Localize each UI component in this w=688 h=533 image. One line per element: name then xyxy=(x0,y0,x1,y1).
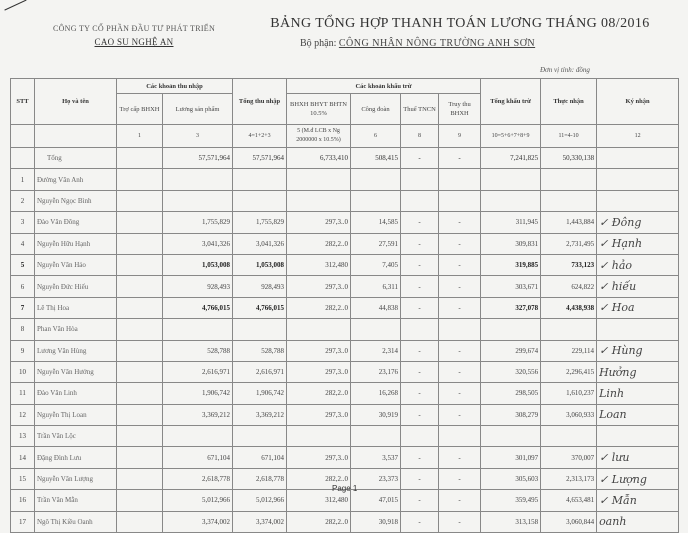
column-number-11: 12 xyxy=(597,125,679,148)
column-number-5: 5 (M.đ LCB x Ng 2000000 x 10.5%) xyxy=(287,125,351,148)
row-signature: ✓ Mẫn xyxy=(597,490,679,511)
row-name: Lương Văn Hùng xyxy=(35,340,117,361)
row-bhxh-support xyxy=(117,383,163,404)
row-pit: - xyxy=(401,511,439,532)
total-insurance: 6,733,410 xyxy=(287,148,351,169)
row-net xyxy=(541,169,597,190)
row-stt: 17 xyxy=(11,511,35,532)
row-total-deduct: 308,279 xyxy=(481,404,541,425)
row-total-deduct: 303,671 xyxy=(481,276,541,297)
row-product-wage xyxy=(163,190,233,211)
row-product-wage: 3,369,212 xyxy=(163,404,233,425)
total-income: 57,571,964 xyxy=(233,148,287,169)
total-union: 508,415 xyxy=(351,148,401,169)
row-name: Phan Văn Hòa xyxy=(35,319,117,340)
header-pit: Thuế TNCN xyxy=(401,94,439,125)
table-row xyxy=(11,169,679,190)
header-name: Họ và tên xyxy=(35,79,117,125)
row-name: Lê Thị Hoa xyxy=(35,297,117,318)
row-total-income: 3,374,002 xyxy=(233,511,287,532)
row-signature: ✓ Hạnh xyxy=(597,233,679,254)
row-pit: - xyxy=(401,212,439,233)
row-insurance: 297,3..0 xyxy=(287,361,351,382)
row-total-deduct: 313,158 xyxy=(481,511,541,532)
header-income-group: Các khoản thu nhập xyxy=(117,79,233,94)
row-total-income: 1,053,008 xyxy=(233,254,287,275)
row-union: 3,537 xyxy=(351,447,401,468)
row-collect: - xyxy=(439,254,481,275)
row-signature: ✓ Hùng xyxy=(597,340,679,361)
payroll-body xyxy=(11,148,679,533)
row-collect: - xyxy=(439,340,481,361)
row-name: Đường Văn Anh xyxy=(35,169,117,190)
row-insurance: 297,3..0 xyxy=(287,447,351,468)
row-name: Đào Văn Linh xyxy=(35,383,117,404)
header-deductions-group: Các khoản khấu trừ xyxy=(287,79,481,94)
row-bhxh-support xyxy=(117,212,163,233)
row-total-income: 928,493 xyxy=(233,276,287,297)
table-row xyxy=(11,447,679,468)
row-insurance xyxy=(287,169,351,190)
row-product-wage: 4,766,015 xyxy=(163,297,233,318)
header-bhxh-collect: Truy thu BHXH xyxy=(439,94,481,125)
row-insurance: 282,2..0 xyxy=(287,383,351,404)
row-signature: ✓ hảo xyxy=(597,254,679,275)
header-sign: Ký nhận xyxy=(597,79,679,125)
row-bhxh-support xyxy=(117,276,163,297)
row-pit: - xyxy=(401,490,439,511)
row-total-income: 1,755,829 xyxy=(233,212,287,233)
row-total-deduct: 298,505 xyxy=(481,383,541,404)
document-title: BẢNG TỔNG HỢP THANH TOÁN LƯƠNG THÁNG 08/2016 xyxy=(270,16,650,31)
header-bhxh-support: Trợ cấp BHXH xyxy=(117,94,163,125)
row-product-wage: 1,755,829 xyxy=(163,212,233,233)
row-union: 23,373 xyxy=(351,468,401,489)
row-name: Đào Văn Đông xyxy=(35,212,117,233)
row-net: 370,007 xyxy=(541,447,597,468)
row-total-deduct: 327,078 xyxy=(481,297,541,318)
row-total-income: 2,616,971 xyxy=(233,361,287,382)
row-net: 229,114 xyxy=(541,340,597,361)
row-collect: - xyxy=(439,404,481,425)
total-pit: - xyxy=(401,148,439,169)
row-total-deduct xyxy=(481,169,541,190)
row-net xyxy=(541,426,597,447)
row-union: 2,314 xyxy=(351,340,401,361)
row-name: Nguyễn Văn Lượng xyxy=(35,468,117,489)
row-total-income: 528,788 xyxy=(233,340,287,361)
row-net: 733,123 xyxy=(541,254,597,275)
row-name: Nguyễn Văn Hảo xyxy=(35,254,117,275)
row-insurance: 282,2..0 xyxy=(287,468,351,489)
total-sign xyxy=(597,148,679,169)
column-number-2: 1 xyxy=(117,125,163,148)
row-signature xyxy=(597,319,679,340)
row-stt: 13 xyxy=(11,426,35,447)
row-insurance: 312,480 xyxy=(287,490,351,511)
total-stt xyxy=(11,148,35,169)
row-union: 47,015 xyxy=(351,490,401,511)
row-insurance: 297,3..0 xyxy=(287,404,351,425)
row-net: 3,060,933 xyxy=(541,404,597,425)
row-signature: ✓ Lượng xyxy=(597,468,679,489)
total-deduct: 7,241,825 xyxy=(481,148,541,169)
company-line-2: CAO SU NGHỆ AN xyxy=(94,37,174,47)
row-stt: 9 xyxy=(11,340,35,361)
header-total-deduct: Tổng khấu trừ xyxy=(481,79,541,125)
row-stt: 6 xyxy=(11,276,35,297)
row-collect xyxy=(439,426,481,447)
row-union xyxy=(351,169,401,190)
table-row xyxy=(11,233,679,254)
row-collect: - xyxy=(439,233,481,254)
row-total-income: 3,369,212 xyxy=(233,404,287,425)
row-stt: 7 xyxy=(11,297,35,318)
row-pit: - xyxy=(401,383,439,404)
row-net: 3,060,844 xyxy=(541,511,597,532)
row-union: 30,918 xyxy=(351,511,401,532)
row-stt: 11 xyxy=(11,383,35,404)
table-row xyxy=(11,340,679,361)
table-row xyxy=(11,361,679,382)
row-stt: 14 xyxy=(11,447,35,468)
header-insurance: BHXH BHYT BHTN 10.5% xyxy=(287,94,351,125)
company-name xyxy=(34,24,234,47)
row-union: 44,838 xyxy=(351,297,401,318)
row-insurance: 282,2..0 xyxy=(287,297,351,318)
row-insurance: 297,3..0 xyxy=(287,212,351,233)
row-name: Nguyễn Đức Hiếu xyxy=(35,276,117,297)
row-name: Đặng Đình Lưu xyxy=(35,447,117,468)
row-name: Ngô Thị Kiều Oanh xyxy=(35,511,117,532)
row-stt: 3 xyxy=(11,212,35,233)
row-signature: ✓ Hoa xyxy=(597,297,679,318)
row-pit: - xyxy=(401,340,439,361)
row-bhxh-support xyxy=(117,319,163,340)
column-number-row xyxy=(11,125,679,148)
row-total-deduct: 309,831 xyxy=(481,233,541,254)
row-pit: - xyxy=(401,297,439,318)
row-stt: 2 xyxy=(11,190,35,211)
row-insurance xyxy=(287,319,351,340)
row-net: 1,610,237 xyxy=(541,383,597,404)
table-row xyxy=(11,426,679,447)
row-insurance: 282,2..0 xyxy=(287,233,351,254)
row-net xyxy=(541,319,597,340)
row-net: 2,731,495 xyxy=(541,233,597,254)
total-label: Tổng xyxy=(35,148,117,169)
row-name: Nguyễn Ngọc Bình xyxy=(35,190,117,211)
row-signature: Linh xyxy=(597,383,679,404)
department-value: CÔNG NHÂN NÔNG TRƯỜNG ANH SƠN xyxy=(338,38,536,49)
row-bhxh-support xyxy=(117,233,163,254)
row-bhxh-support xyxy=(117,190,163,211)
row-signature: ✓ hiếu xyxy=(597,276,679,297)
row-union: 23,176 xyxy=(351,361,401,382)
row-pit xyxy=(401,169,439,190)
row-insurance xyxy=(287,426,351,447)
row-total-deduct: 301,097 xyxy=(481,447,541,468)
row-stt: 1 xyxy=(11,169,35,190)
row-signature xyxy=(597,190,679,211)
unit-note: Đơn vị tính: đồng xyxy=(540,66,590,74)
row-pit: - xyxy=(401,276,439,297)
row-total-income: 2,618,778 xyxy=(233,468,287,489)
row-union: 16,268 xyxy=(351,383,401,404)
row-insurance: 312,480 xyxy=(287,254,351,275)
row-product-wage xyxy=(163,169,233,190)
row-product-wage: 528,788 xyxy=(163,340,233,361)
row-union xyxy=(351,190,401,211)
column-number-8: 9 xyxy=(439,125,481,148)
row-bhxh-support xyxy=(117,297,163,318)
row-net: 1,443,884 xyxy=(541,212,597,233)
row-collect: - xyxy=(439,490,481,511)
row-total-income: 671,104 xyxy=(233,447,287,468)
row-pit: - xyxy=(401,447,439,468)
table-row xyxy=(11,254,679,275)
row-insurance: 282,2..0 xyxy=(287,511,351,532)
row-signature: oanh xyxy=(597,511,679,532)
row-stt: 4 xyxy=(11,233,35,254)
department-line xyxy=(300,38,535,49)
row-product-wage: 3,041,326 xyxy=(163,233,233,254)
row-bhxh-support xyxy=(117,426,163,447)
row-signature: ✓ Đông xyxy=(597,212,679,233)
column-number-10: 11=4-10 xyxy=(541,125,597,148)
header-stt: STT xyxy=(11,79,35,125)
row-union: 7,405 xyxy=(351,254,401,275)
row-product-wage: 1,906,742 xyxy=(163,383,233,404)
row-collect: - xyxy=(439,361,481,382)
row-name: Trần Văn Lộc xyxy=(35,426,117,447)
row-total-income: 5,012,966 xyxy=(233,490,287,511)
row-collect: - xyxy=(439,212,481,233)
table-row xyxy=(11,212,679,233)
row-collect: - xyxy=(439,297,481,318)
header-product-wage: Lương sản phẩm xyxy=(163,94,233,125)
payroll-table xyxy=(10,78,679,533)
row-stt: 5 xyxy=(11,254,35,275)
row-name: Nguyễn Thị Loan xyxy=(35,404,117,425)
row-product-wage: 3,374,002 xyxy=(163,511,233,532)
row-total-deduct xyxy=(481,426,541,447)
row-product-wage: 5,012,966 xyxy=(163,490,233,511)
row-total-deduct: 320,556 xyxy=(481,361,541,382)
total-row xyxy=(11,148,679,169)
row-signature: Hưởng xyxy=(597,361,679,382)
row-product-wage xyxy=(163,426,233,447)
column-number-4: 4=1+2+3 xyxy=(233,125,287,148)
row-pit xyxy=(401,426,439,447)
row-bhxh-support xyxy=(117,169,163,190)
row-signature xyxy=(597,169,679,190)
column-number-1 xyxy=(35,125,117,148)
row-total-income: 3,041,326 xyxy=(233,233,287,254)
row-net: 4,438,938 xyxy=(541,297,597,318)
row-stt: 10 xyxy=(11,361,35,382)
row-product-wage: 671,104 xyxy=(163,447,233,468)
department-label: Bộ phận: xyxy=(300,38,337,49)
header-net: Thực nhận xyxy=(541,79,597,125)
total-collect: - xyxy=(439,148,481,169)
row-net xyxy=(541,190,597,211)
row-collect: - xyxy=(439,383,481,404)
row-insurance: 297,3..0 xyxy=(287,276,351,297)
table-row xyxy=(11,511,679,532)
row-collect xyxy=(439,169,481,190)
row-total-deduct: 319,885 xyxy=(481,254,541,275)
row-name: Nguyễn Hữu Hạnh xyxy=(35,233,117,254)
row-collect: - xyxy=(439,447,481,468)
row-insurance: 297,3..0 xyxy=(287,340,351,361)
row-union xyxy=(351,319,401,340)
row-bhxh-support xyxy=(117,404,163,425)
row-product-wage xyxy=(163,319,233,340)
row-stt: 16 xyxy=(11,490,35,511)
column-number-6: 6 xyxy=(351,125,401,148)
column-number-9: 10=5+6+7+8+9 xyxy=(481,125,541,148)
row-bhxh-support xyxy=(117,447,163,468)
row-bhxh-support xyxy=(117,468,163,489)
row-pit: - xyxy=(401,254,439,275)
page-footer: Page 1 xyxy=(332,484,358,493)
row-collect: - xyxy=(439,276,481,297)
table-row xyxy=(11,190,679,211)
row-net: 2,296,415 xyxy=(541,361,597,382)
column-number-3: 3 xyxy=(163,125,233,148)
row-total-income xyxy=(233,190,287,211)
row-total-income: 1,906,742 xyxy=(233,383,287,404)
header-union: Công đoàn xyxy=(351,94,401,125)
row-signature: ✓ lưu xyxy=(597,447,679,468)
row-total-income: 4,766,015 xyxy=(233,297,287,318)
row-collect: - xyxy=(439,511,481,532)
row-collect: - xyxy=(439,468,481,489)
row-collect xyxy=(439,319,481,340)
row-total-income xyxy=(233,169,287,190)
company-line-1: CÔNG TY CỔ PHẦN ĐẦU TƯ PHÁT TRIỂN xyxy=(52,24,216,33)
row-product-wage: 2,618,778 xyxy=(163,468,233,489)
column-number-0 xyxy=(11,125,35,148)
row-pit: - xyxy=(401,233,439,254)
table-row xyxy=(11,383,679,404)
corner-mark xyxy=(4,0,31,21)
total-net: 50,330,138 xyxy=(541,148,597,169)
row-total-deduct xyxy=(481,190,541,211)
row-stt: 12 xyxy=(11,404,35,425)
row-net: 4,653,481 xyxy=(541,490,597,511)
row-net: 624,822 xyxy=(541,276,597,297)
row-pit: - xyxy=(401,468,439,489)
row-stt: 15 xyxy=(11,468,35,489)
row-total-deduct: 311,945 xyxy=(481,212,541,233)
column-number-7: 8 xyxy=(401,125,439,148)
row-bhxh-support xyxy=(117,361,163,382)
row-name: Nguyễn Văn Hưởng xyxy=(35,361,117,382)
row-product-wage: 2,616,971 xyxy=(163,361,233,382)
row-insurance xyxy=(287,190,351,211)
row-pit: - xyxy=(401,361,439,382)
row-total-deduct: 299,674 xyxy=(481,340,541,361)
row-pit xyxy=(401,190,439,211)
row-signature: Loan xyxy=(597,404,679,425)
row-product-wage: 1,053,008 xyxy=(163,254,233,275)
row-pit: - xyxy=(401,404,439,425)
total-support xyxy=(117,148,163,169)
row-union: 6,311 xyxy=(351,276,401,297)
row-total-income xyxy=(233,319,287,340)
row-bhxh-support xyxy=(117,254,163,275)
row-bhxh-support xyxy=(117,490,163,511)
row-name: Trần Văn Mẫn xyxy=(35,490,117,511)
row-pit xyxy=(401,319,439,340)
table-row xyxy=(11,276,679,297)
row-total-deduct: 305,603 xyxy=(481,468,541,489)
table-row xyxy=(11,404,679,425)
row-total-income xyxy=(233,426,287,447)
header-total-income: Tổng thu nhập xyxy=(233,79,287,125)
row-union: 30,919 xyxy=(351,404,401,425)
row-product-wage: 928,493 xyxy=(163,276,233,297)
row-total-deduct xyxy=(481,319,541,340)
row-stt: 8 xyxy=(11,319,35,340)
row-union: 27,591 xyxy=(351,233,401,254)
row-signature xyxy=(597,426,679,447)
row-bhxh-support xyxy=(117,511,163,532)
total-product-wage: 57,571,964 xyxy=(163,148,233,169)
table-row xyxy=(11,297,679,318)
row-total-deduct: 359,495 xyxy=(481,490,541,511)
row-bhxh-support xyxy=(117,340,163,361)
row-union xyxy=(351,426,401,447)
table-row xyxy=(11,319,679,340)
row-net: 2,313,173 xyxy=(541,468,597,489)
row-union: 14,585 xyxy=(351,212,401,233)
row-collect xyxy=(439,190,481,211)
